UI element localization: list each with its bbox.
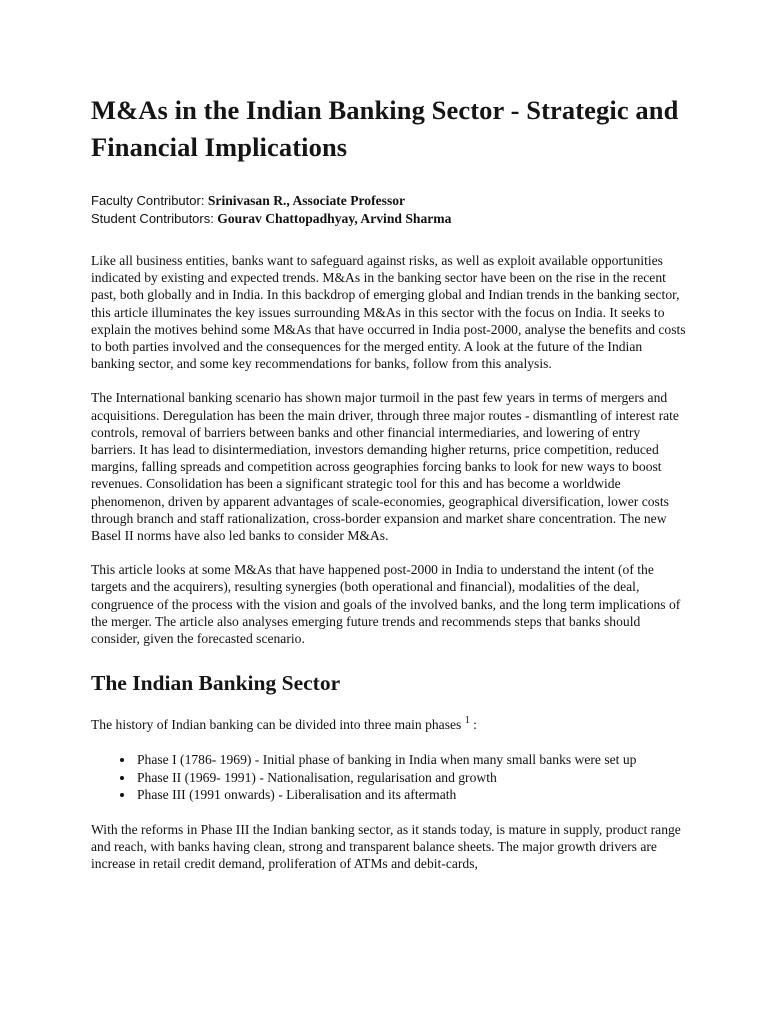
history-intro-colon: :: [473, 717, 477, 733]
contributors-block: [91, 192, 687, 228]
list-item: • Phase II (1969- 1991) - Nationalisation, regularisation and growth: [135, 769, 687, 786]
abstract-paragraph: Like all business entities, banks want to safeguard against risks, as well as exploit available opportunities indicated by existing and expected trends. M&As in the banking sector have been on the rise in the recent past, both globally and in India. In this backdrop of emerging global and Indian trends in the banking sector, this article illuminates the key issues surrounding M&As in this sector with the focus on India. It seeks to explain the motives behind some M&As that have occurred in India post-2000, analyse the benefits and costs to both parties involved and the consequences for the merged entity. A look at the future of the Indian banking sector, and some key recommendations for banks, follow from this analysis.: [91, 253, 686, 372]
article: [91, 92, 687, 873]
student-contributors-names: Gourav Chattopadhyay, Arvind Sharma: [217, 211, 452, 226]
student-contributors-line: [91, 210, 687, 228]
article-scope-paragraph: This article looks at some M&As that have happened post-2000 in India to understand the intent (of the targets and the acquirers), resulting synergies (both operational and financial), modalities of the deal, congruence of the process with the vision and goals of the involved banks, and the long term implications of the merger. The article also analyses emerging future trends and recommends steps that banks should consider, given the forecasted scenario.: [91, 562, 681, 647]
section-heading: The Indian Banking Sector: [91, 671, 341, 696]
faculty-contributor-line: [91, 192, 687, 210]
history-intro-paragraph: [91, 716, 687, 733]
faculty-contributor-name: Srinivasan R., Associate Professor: [207, 193, 406, 208]
list-item: • Phase III (1991 onwards) - Liberalisation and its aftermath: [135, 786, 687, 803]
student-contributors-label: Student Contributors:: [91, 211, 214, 226]
article-title: M&As in the Indian Banking Sector - Strategic and Financial Implications: [91, 95, 679, 162]
history-intro-text: The history of Indian banking can be divided into three main phases: [91, 717, 462, 733]
phases-list: [91, 751, 687, 803]
footnote-reference-link[interactable]: 1: [464, 715, 470, 727]
reforms-paragraph: With the reforms in Phase III the Indian banking sector, as it stands today, is mature in supply, product range and reach, with banks having clean, strong and transparent balance sheets. The major growth drivers are increase in retail credit demand, proliferation of ATMs and debit-cards,: [91, 822, 681, 872]
faculty-contributor-label: Faculty Contributor:: [91, 193, 205, 208]
list-item: • Phase I (1786- 1969) - Initial phase of banking in India when many small banks were set up: [135, 751, 687, 768]
international-scenario-paragraph: The International banking scenario has shown major turmoil in the past few years in terms of mergers and acquisitions. Deregulation has been the main driver, through three major routes - dismantling of interest rate controls, removal of barriers between banks and other financial intermediaries, and lowering of entry barriers. It has lead to disintermediation, investors demanding higher returns, price competition, reduced margins, falling spreads and competition across geographies forcing banks to look for new ways to boost revenues. Consolidation has been a significant strategic tool for this and has become a worldwide phenomenon, driven by apparent advantages of scale-economies, geographical diversification, lower costs through branch and staff rationalization, cross-border expansion and market share concentration. The new Basel II norms have also led banks to consider M&As.: [91, 390, 679, 544]
